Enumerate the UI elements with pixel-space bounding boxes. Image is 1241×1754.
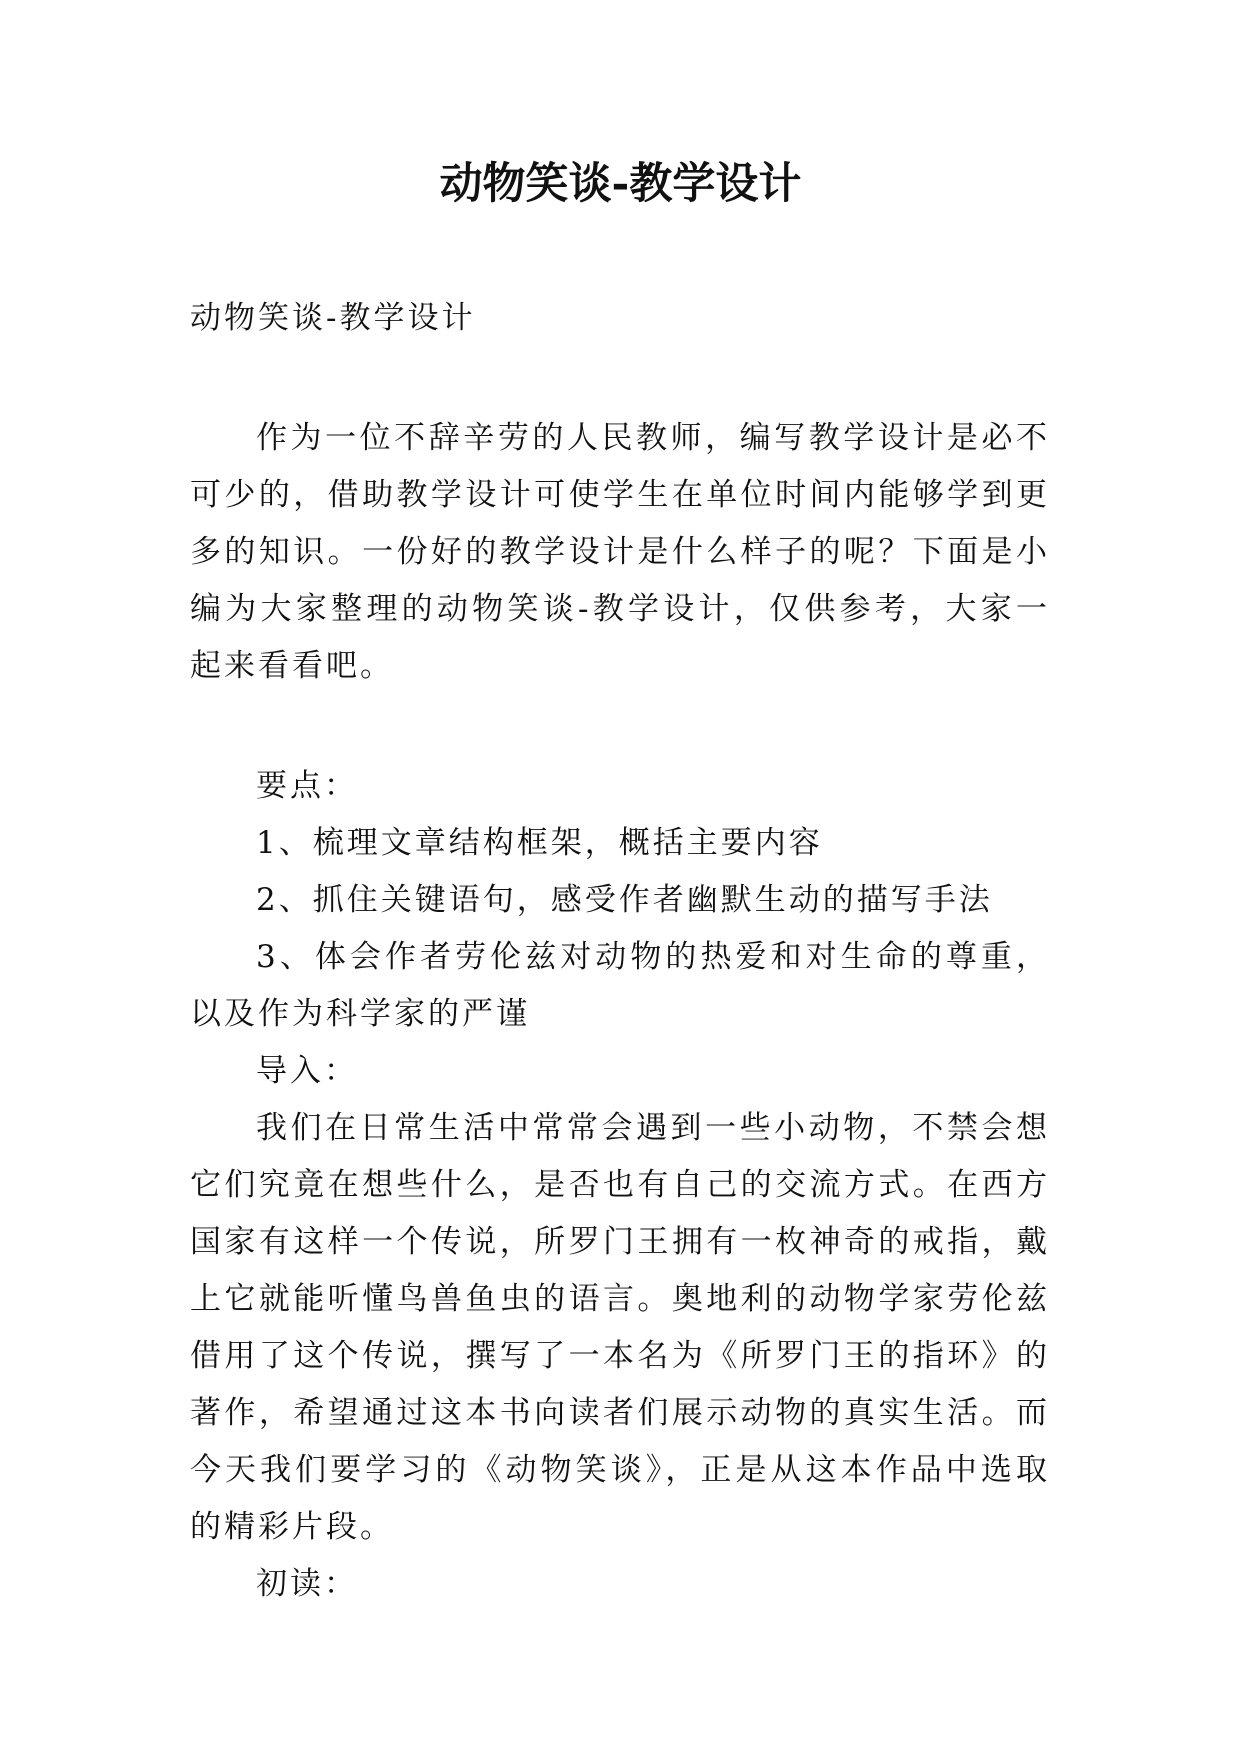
document-title: 动物笑谈-教学设计 [439, 159, 802, 209]
key-point-1: 1、梳理文章结构框架，概括主要内容 [256, 825, 823, 861]
first-reading-heading: 初读： [256, 1566, 358, 1602]
intro-paragraph: 作为一位不辞辛劳的人民教师，编写教学设计是必不可少的，借助教学设计可使学生在单位时间内能够学到更多的知识。一份好的教学设计是什么样子的呢？下面是小编为大家整理的动物笑谈-教学设计，仅供参考，大家一起来看看吧。 [190, 420, 1050, 684]
document-body [190, 290, 1050, 1613]
document-subtitle: 动物笑谈-教学设计 [190, 300, 476, 336]
intro-section-heading: 导入： [256, 1053, 358, 1089]
key-point-2: 2、抓住关键语句，感受作者幽默生动的描写手法 [256, 882, 993, 918]
key-points-heading: 要点： [256, 768, 358, 804]
key-point-3: 3、体会作者劳伦兹对动物的热爱和对生命的尊重，以及作为科学家的严谨 [190, 939, 1050, 1032]
intro-section-paragraph: 我们在日常生活中常常会遇到一些小动物，不禁会想它们究竟在想些什么，是否也有自己的交流方式。在西方国家有这样一个传说，所罗门王拥有一枚神奇的戒指，戴上它就能听懂鸟兽鱼虫的语言。奥地利的动物学家劳伦兹借用了这个传说，撰写了一本名为《所罗门王的指环》的著作，希望通过这本书向读者们展示动物的真实生活。而今天我们要学习的《动物笑谈》，正是从这本作品中选取的精彩片段。 [190, 1110, 1050, 1545]
